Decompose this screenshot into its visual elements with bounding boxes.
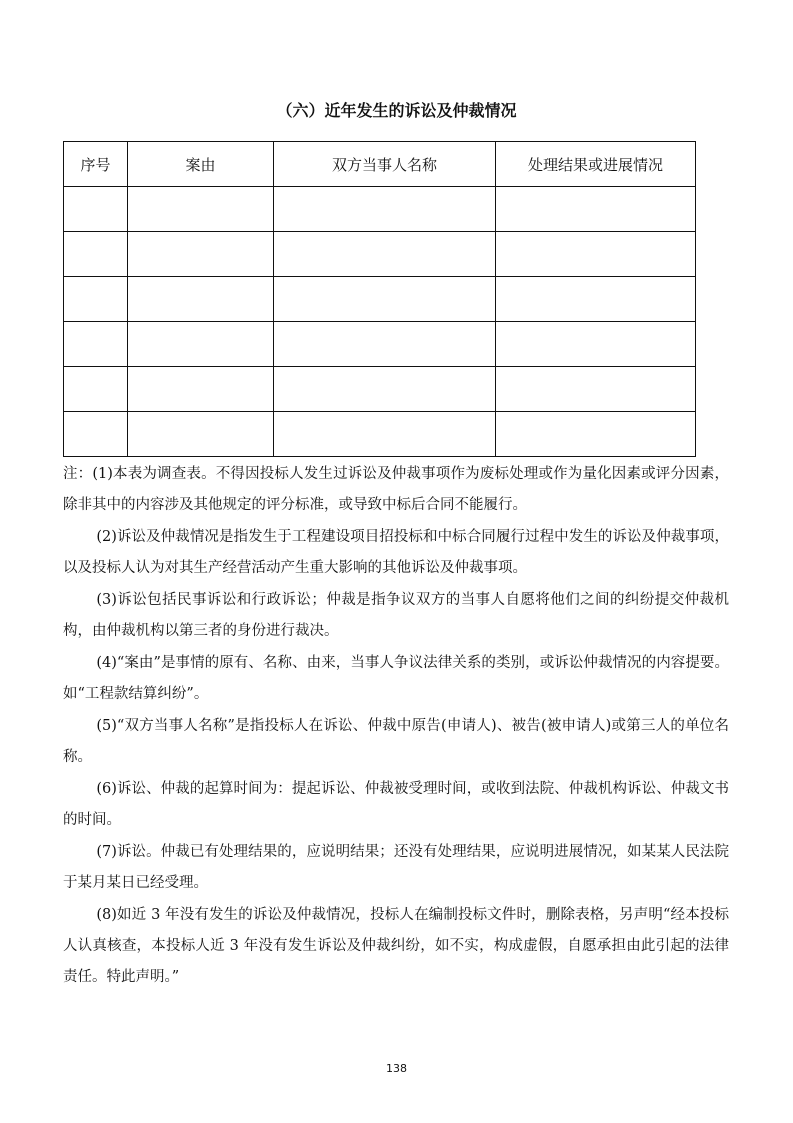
table-cell[interactable] xyxy=(64,187,128,232)
note-3: (3)诉讼包括民事诉讼和行政诉讼；仲裁是指争议双方的当事人自愿将他们之间的纠纷提交仲裁机构，由仲裁机构以第三者的身份进行裁决。 xyxy=(63,592,729,639)
column-header-cause: 案由 xyxy=(128,142,274,187)
table-cell[interactable] xyxy=(128,277,274,322)
table-header-row xyxy=(64,142,696,187)
table-cell[interactable] xyxy=(274,232,496,277)
note-5: (5)“双方当事人名称”是指投标人在诉讼、仲裁中原告(申请人)、被告(被申请人)或第三人的单位名称。 xyxy=(63,718,729,765)
table-cell[interactable] xyxy=(496,277,696,322)
note-8: (8)如近 3 年没有发生的诉讼及仲裁情况，投标人在编制投标文件时，删除表格，另声明“经本投标人认真核查，本投标人近 3 年没有发生诉讼及仲裁纠纷，如不实，构成虚假，自愿承担由此引起的法律责任。特此声明。” xyxy=(63,907,729,985)
table-cell[interactable] xyxy=(128,412,274,457)
table-row xyxy=(64,412,696,457)
table-cell[interactable] xyxy=(496,322,696,367)
note-6: (6)诉讼、仲裁的起算时间为：提起诉讼、仲裁被受理时间，或收到法院、仲裁机构诉讼、仲裁文书的时间。 xyxy=(63,781,729,828)
table-cell[interactable] xyxy=(128,187,274,232)
table-cell[interactable] xyxy=(496,187,696,232)
table-cell[interactable] xyxy=(128,367,274,412)
table-row xyxy=(64,322,696,367)
section-title: （六）近年发生的诉讼及仲裁情况 xyxy=(276,101,517,120)
note-2: (2)诉讼及仲裁情况是指发生于工程建设项目招投标和中标合同履行过程中发生的诉讼及仲裁事项，以及投标人认为对其生产经营活动产生重大影响的其他诉讼及仲裁事项。 xyxy=(63,529,729,576)
table-cell[interactable] xyxy=(496,367,696,412)
litigation-table xyxy=(63,141,696,457)
column-header-result: 处理结果或进展情况 xyxy=(496,142,696,187)
table-cell[interactable] xyxy=(496,232,696,277)
table-cell[interactable] xyxy=(496,412,696,457)
note-7: (7)诉讼。仲裁已有处理结果的，应说明结果；还没有处理结果，应说明进展情况，如某某人民法院于某月某日已经受理。 xyxy=(63,844,729,891)
table-cell[interactable] xyxy=(64,412,128,457)
table-cell[interactable] xyxy=(64,322,128,367)
table-row xyxy=(64,277,696,322)
table-notes xyxy=(63,459,729,994)
note-1: 注：(1)本表为调查表。不得因投标人发生过诉讼及仲裁事项作为废标处理或作为量化因素或评分因素，除非其中的内容涉及其他规定的评分标准，或导致中标后合同不能履行。 xyxy=(63,466,729,513)
table-cell[interactable] xyxy=(274,322,496,367)
page-number: 138 xyxy=(386,1062,407,1075)
table-row xyxy=(64,187,696,232)
table-cell[interactable] xyxy=(128,322,274,367)
table-cell[interactable] xyxy=(274,277,496,322)
table-cell[interactable] xyxy=(64,277,128,322)
column-header-serial: 序号 xyxy=(64,142,128,187)
table-row xyxy=(64,367,696,412)
table-cell[interactable] xyxy=(64,367,128,412)
table-cell[interactable] xyxy=(274,367,496,412)
table-row xyxy=(64,232,696,277)
table-cell[interactable] xyxy=(274,187,496,232)
column-header-parties: 双方当事人名称 xyxy=(274,142,496,187)
table-cell[interactable] xyxy=(274,412,496,457)
note-4: (4)“案由”是事情的原有、名称、由来，当事人争议法律关系的类别，或诉讼仲裁情况的内容提要。如“工程款结算纠纷”。 xyxy=(63,655,729,702)
table-cell[interactable] xyxy=(64,232,128,277)
table-cell[interactable] xyxy=(128,232,274,277)
